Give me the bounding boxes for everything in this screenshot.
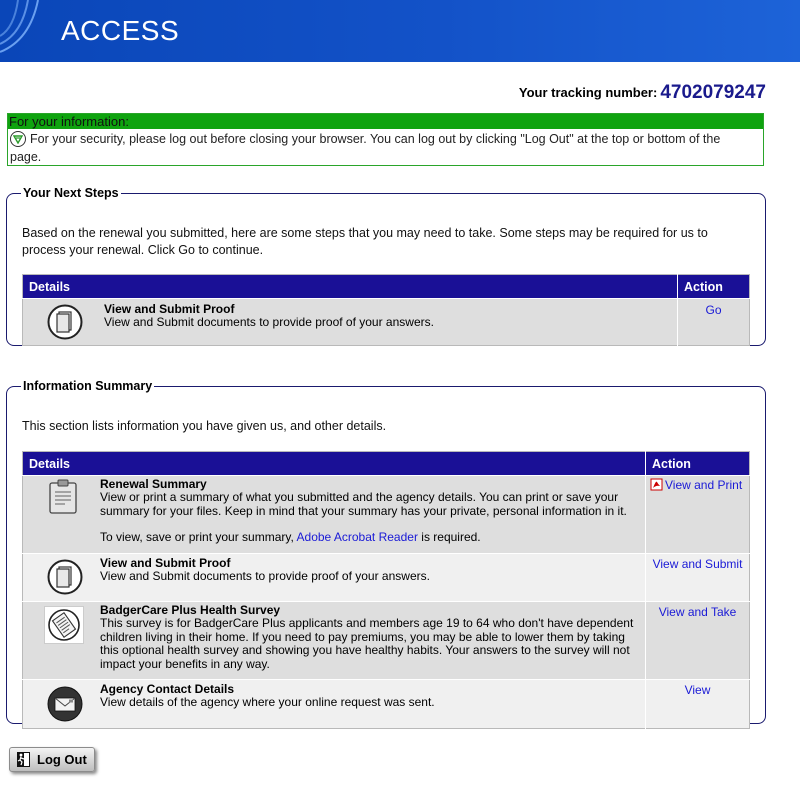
next-steps-legend: Your Next Steps (23, 186, 119, 200)
info-notice (7, 113, 764, 166)
next-steps-section (6, 186, 766, 346)
reader-note: To view, save or print your summary, (100, 530, 294, 545)
next-steps-table (22, 274, 750, 346)
tracking-value: 4702079247 (660, 82, 766, 103)
clipboard-icon (47, 479, 79, 515)
next-steps-intro: Based on the renewal you submitted, here are some steps that you may need to take. Some steps may be required for us to process your renewal. Click Go to continue. (22, 226, 708, 257)
column-header-details: Details (23, 275, 678, 299)
reader-note-end: is required. (421, 530, 481, 545)
adobe-reader-link[interactable]: Adobe Acrobat Reader (296, 530, 418, 545)
view-agency-link[interactable]: View (684, 683, 711, 697)
row-title: View and Submit Proof (100, 556, 231, 570)
survey-icon (44, 606, 84, 644)
information-summary-section (6, 379, 766, 724)
column-header-details: Details (23, 452, 646, 476)
column-header-action: Action (678, 275, 750, 299)
table-row (23, 554, 750, 602)
summary-table (22, 451, 750, 729)
view-and-take-link[interactable]: View and Take (658, 605, 737, 619)
document-icon (47, 304, 83, 340)
row-title: View and Submit Proof (104, 302, 235, 316)
info-circle-icon (10, 131, 26, 147)
tracking-number (519, 82, 766, 104)
table-row (23, 602, 750, 680)
tracking-label: Your tracking number: (518, 85, 658, 100)
table-row (23, 476, 750, 554)
row-title: Agency Contact Details (100, 682, 235, 696)
swoosh-graphic (0, 0, 60, 62)
header-banner (0, 0, 800, 62)
summary-legend: Information Summary (23, 379, 153, 393)
view-and-print-link[interactable]: View and Print (665, 478, 743, 492)
row-title: BadgerCare Plus Health Survey (100, 603, 281, 617)
row-description: View details of the agency where your online request was sent. (100, 695, 435, 710)
column-header-action: Action (646, 452, 750, 476)
table-row (23, 680, 750, 729)
view-and-submit-link[interactable]: View and Submit (652, 557, 743, 571)
logout-label: Log Out (37, 752, 87, 767)
row-title: Renewal Summary (100, 477, 207, 491)
brand-title: ACCESS (61, 15, 180, 46)
logout-button[interactable] (9, 747, 95, 772)
table-row (23, 299, 750, 346)
exit-door-icon (16, 751, 31, 768)
go-link[interactable]: Go (705, 303, 722, 317)
row-description: This survey is for BadgerCare Plus applicants and members age 19 to 64 who don't have dependent children living in their home. If you need to pay premiums, you may be able to lower them by taking this optional health survey and showing you have healthy habits. Your answers to the survey will not impact your benefits in any way. (100, 616, 634, 671)
notice-message: For your security, please log out before closing your browser. You can log out by clicking "Log Out" at the top or bottom of the page. (10, 132, 721, 164)
row-description: View and Submit documents to provide proof of your answers. (100, 569, 430, 584)
row-description: View or print a summary of what you submitted and the agency details. You can print or save your summary for your files. Keep in mind that your summary has your private, personal information in it. (100, 490, 627, 518)
summary-intro: This section lists information you have given us, and other details. (22, 419, 387, 433)
document-icon (47, 559, 83, 595)
mail-icon (47, 686, 83, 722)
notice-title: For your information: (8, 114, 763, 129)
pdf-icon (650, 478, 663, 494)
row-description: View and Submit documents to provide proof of your answers. (104, 315, 434, 329)
